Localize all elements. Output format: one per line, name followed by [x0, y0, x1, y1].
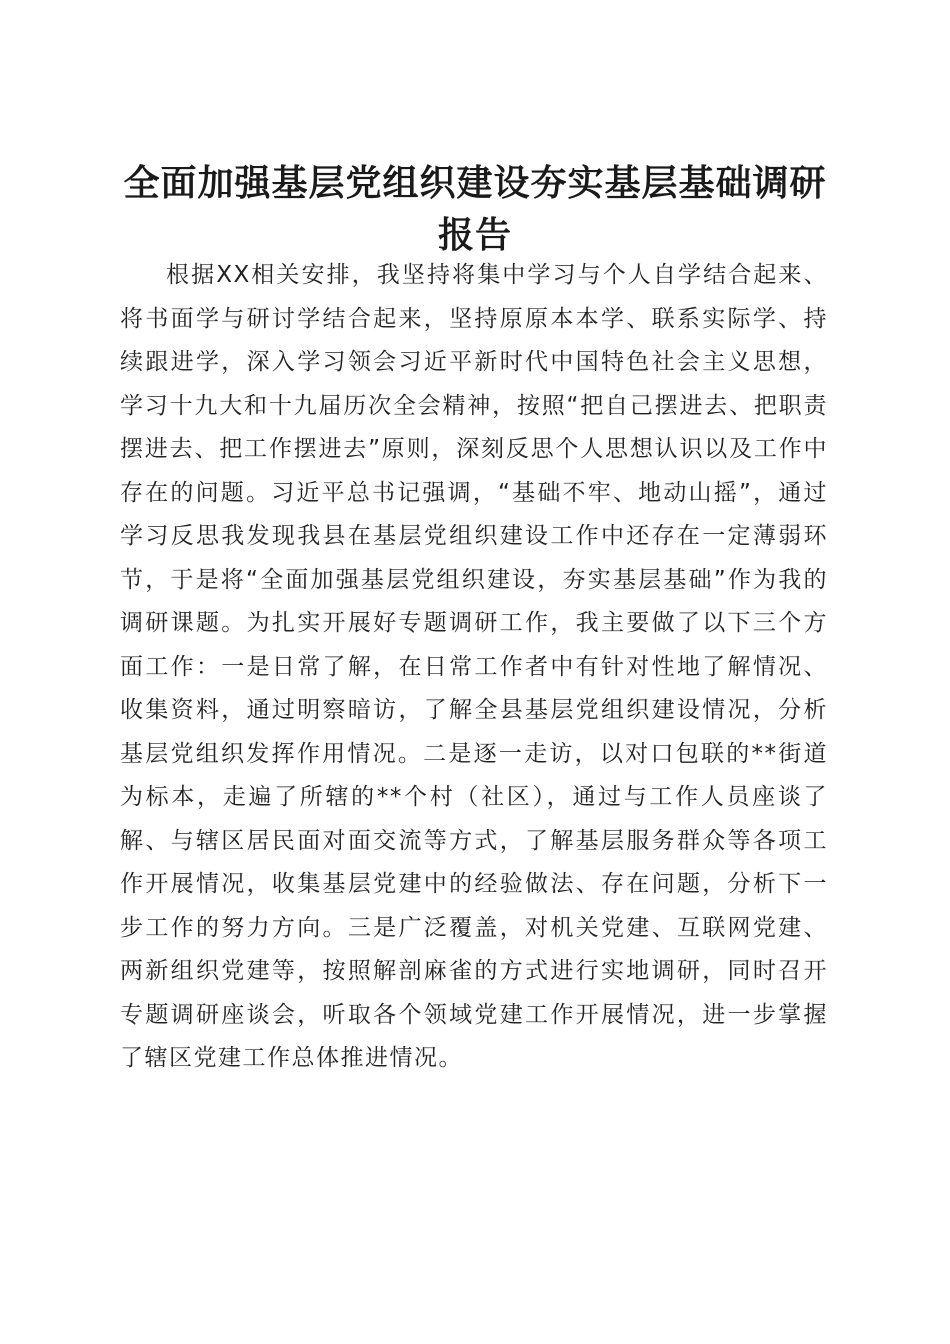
body-paragraph: 根据XX相关安排，我坚持将集中学习与个人自学结合起来、将书面学与研讨学结合起来，坚持原原本本学、联系实际学、持续跟进学，深入学习领会习近平新时代中国特色社会主义思想，学习十九大和十九届历次全会精神，按照“把自己摆进去、把职责摆进去、把工作摆进去”原则，深刻反思个人思想认识以及工作中存在的问题。习近平总书记强调，“基础不牢、地动山摇”，通过学习反思我发现我县在基层党组织建设工作中还存在一定薄弱环节，于是将“全面加强基层党组织建设，夯实基层基础”作为我的调研课题。为扎实开展好专题调研工作，我主要做了以下三个方面工作：一是日常了解，在日常工作者中有针对性地了解情况、收集资料，通过明察暗访，了解全县基层党组织建设情况，分析基层党组织发挥作用情况。二是逐一走访，以对口包联的**街道为标本，走遍了所辖的**个村（社区），通过与工作人员座谈了解、与辖区居民面对面交流等方式，了解基层服务群众等各项工作开展情况，收集基层党建中的经验做法、存在问题，分析下一步工作的努力方向。三是广泛覆盖，对机关党建、互联网党建、两新组织党建等，按照解剖麻雀的方式进行实地调研，同时召开专题调研座谈会，听取各个领域党建工作开展情况，进一步掌握了辖区党建工作总体推进情况。 [120, 262, 828, 1071]
document-title: 全面加强基层党组织建设夯实基层基础调研报告 [123, 162, 827, 257]
